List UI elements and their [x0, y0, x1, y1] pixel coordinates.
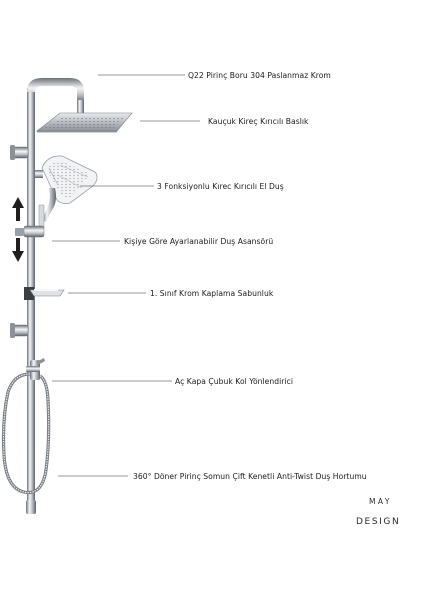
hand-shower: [39, 156, 97, 228]
pipe-bend: [27, 78, 84, 103]
slider-knob: [15, 228, 24, 236]
callout-soapdish: 1. Sınıf Krom Kaplama Sabunluk: [150, 289, 274, 298]
brand-logo-line2: DESIGN: [356, 517, 401, 527]
head-neck: [77, 100, 84, 114]
callout-slider: Kişiye Göre Ayarlanabilir Duş Asansörü: [124, 237, 274, 246]
callout-handshower: 3 Fonksiyonlu Kırec Kırıcılı El Duş: [157, 182, 284, 191]
hand-shower-holder: [35, 170, 43, 178]
soap-dish: [24, 287, 64, 300]
height-slider: [24, 226, 44, 237]
callout-hose: 360° Döner Pirinç Somun Çift Kenetli Anti-Twist Duş Hortumu: [133, 472, 367, 481]
callout-pipe: Q22 Pirinç Boru 304 Paslanmaz Krom: [188, 71, 331, 80]
shower-head-rim: [37, 130, 117, 132]
wall-flange-top: [10, 145, 15, 160]
wall-flange-bottom: [10, 323, 15, 338]
bottom-connector: [26, 500, 36, 514]
callout-head: Kauçuk Kireç Kırıcılı Baslık: [208, 117, 309, 126]
shower-hose: [4, 374, 49, 493]
callout-diverter: Aç Kapa Çubuk Kol Yönlendirici: [175, 377, 293, 386]
brand-logo-line1: MAY: [369, 497, 392, 506]
